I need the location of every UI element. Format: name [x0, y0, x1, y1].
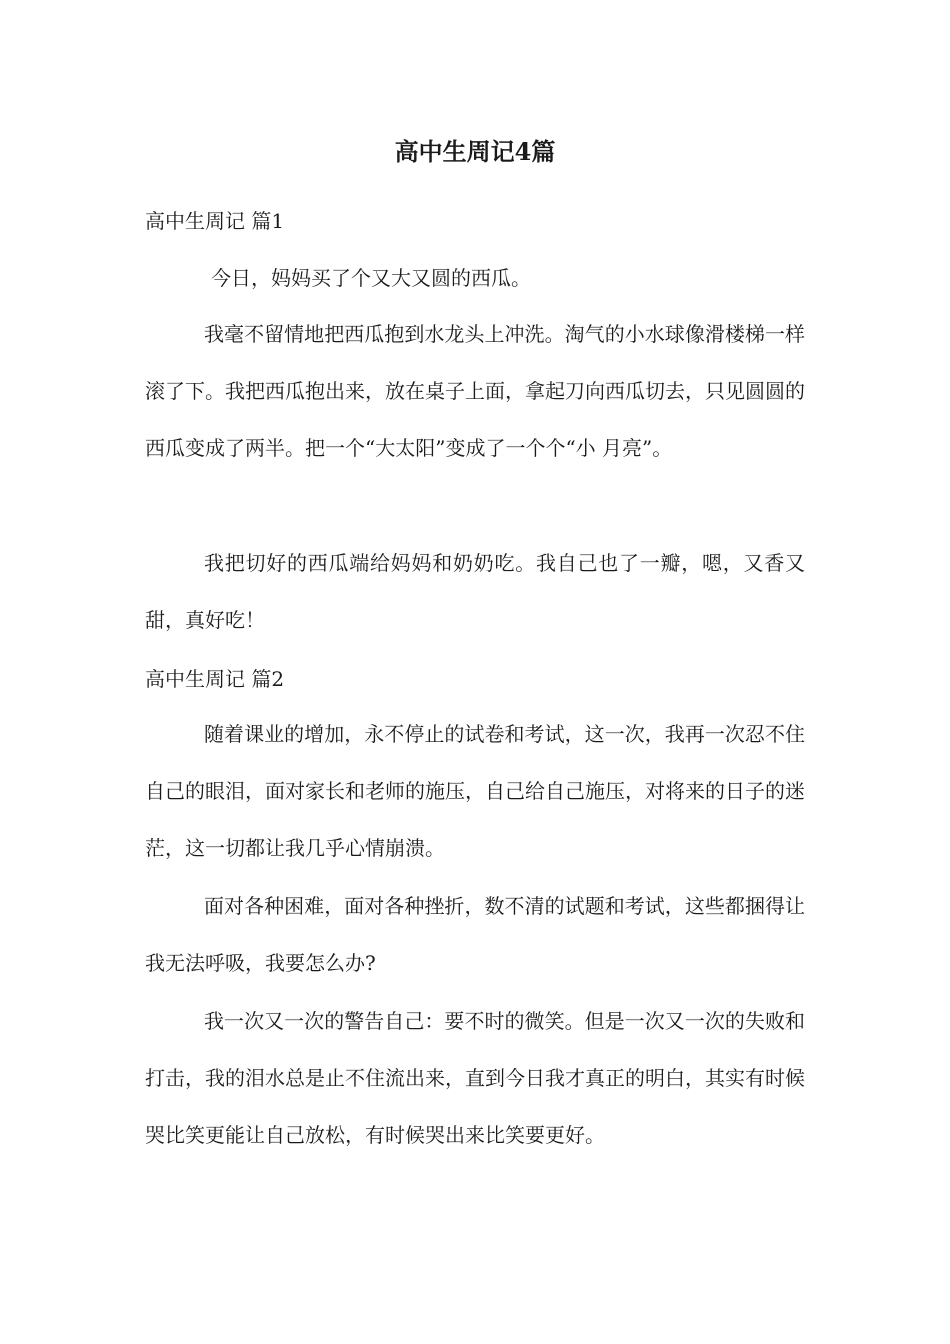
section-2-paragraph-2: 面对各种困难，面对各种挫折，数不清的试题和考试，这些都捆得让我无法呼吸，我要怎么办?: [145, 894, 805, 975]
section-1-paragraph-2: 我毫不留情地把西瓜抱到水龙头上冲洗。淘气的小水球像滑楼梯一样滚了下。我把西瓜抱出来，放在桌子上面，拿起刀向西瓜切去，只见圆圆的西瓜变成了两半。把一个“大太阳”变成了一个个“小 月亮”。: [145, 322, 805, 460]
section-2-paragraph-1: 随着课业的增加，永不停止的试卷和考试，这一次，我再一次忍不住自己的眼泪，面对家长和老师的施压，自己给自己施压，对将来的日子的迷茫，这一切都让我几乎心情崩溃。: [145, 722, 805, 860]
section-heading-1: 高中生周记 篇1: [145, 209, 285, 233]
section-1-paragraph-1: 今日，妈妈买了个又大又圆的西瓜。: [211, 266, 531, 290]
section-1-paragraph-3: 我把切好的西瓜端给妈妈和奶奶吃。我自己也了一瓣，嗯，又香又甜，真好吃！: [145, 551, 805, 632]
section-2-paragraph-3: 我一次又一次的警告自己：要不时的微笑。但是一次又一次的失败和打击，我的泪水总是止不住流出来，直到今日我才真正的明白，其实有时候哭比笑更能让自己放松，有时候哭出来比笑要更好。: [145, 1009, 805, 1147]
section-heading-2: 高中生周记 篇2: [145, 667, 285, 691]
document-title: 高中生周记4篇: [394, 137, 556, 166]
